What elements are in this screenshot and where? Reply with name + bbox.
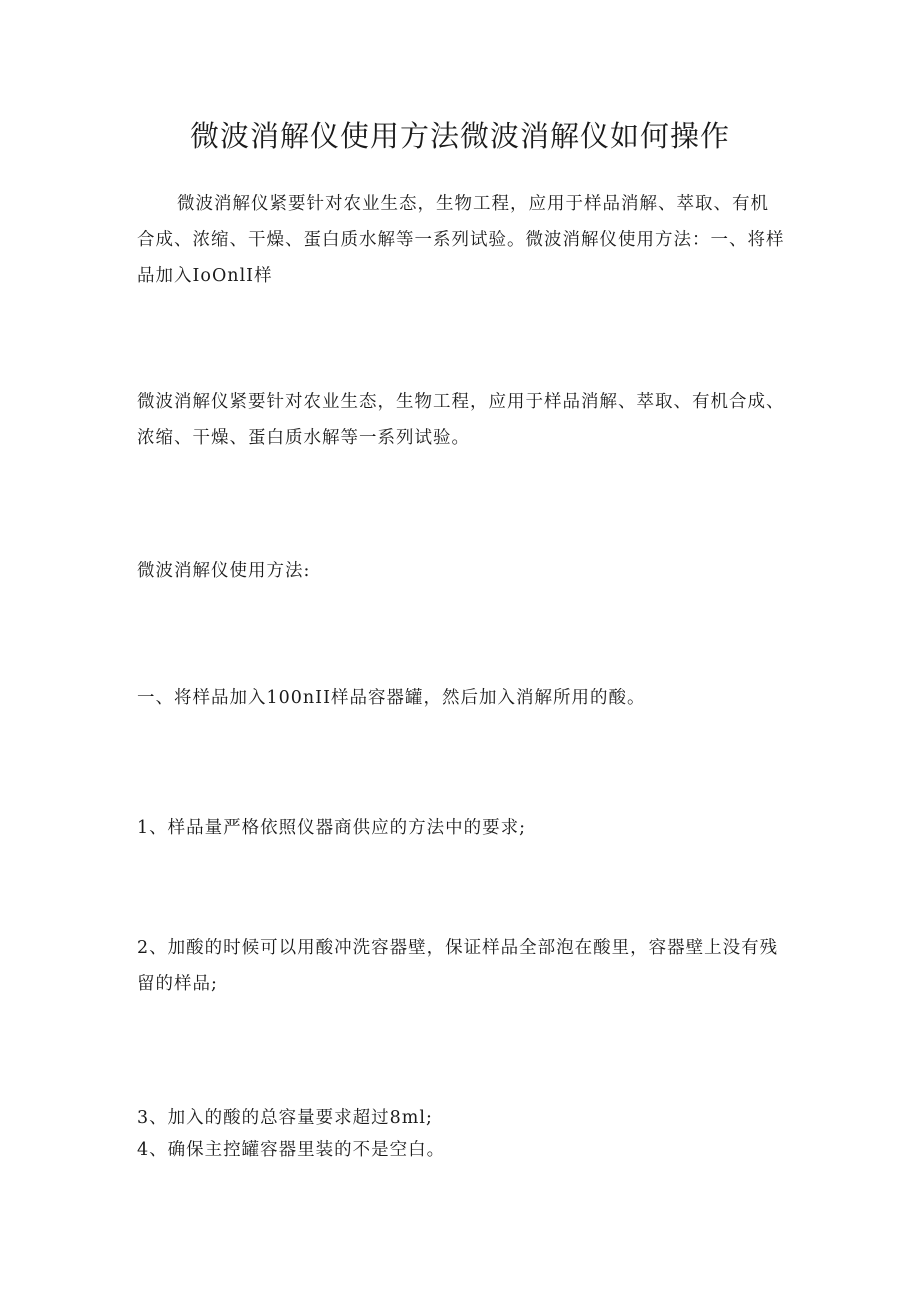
requirement-4: 4、确保主控罐容器里装的不是空白。 (137, 1140, 446, 1160)
document-title: 微波消解仪使用方法微波消解仪如何操作 (189, 119, 730, 153)
requirement-3: 3、加入的酸的总容量要求超过8ml; (137, 1108, 433, 1128)
description-paragraph: 微波消解仪紧要针对农业生态，生物工程，应用于样品消解、萃取、有机合成、浓缩、干燥、蛋白质水解等一系列试验。 (137, 392, 785, 448)
requirement-1: 1、样品量严格依照仪器商供应的方法中的要求; (137, 818, 527, 838)
step-one-paragraph: 一、将样品加入100nII样品容器罐，然后加入消解所用的酸。 (137, 688, 646, 708)
method-heading: 微波消解仪使用方法: (137, 561, 311, 581)
requirement-2: 2、加酸的时候可以用酸冲洗容器壁，保证样品全部泡在酸里，容器壁上没有残留的样品; (137, 938, 779, 994)
intro-paragraph: 微波消解仪紧要针对农业生态，生物工程，应用于样品消解、萃取、有机合成、浓缩、干燥、蛋白质水解等一系列试验。微波消解仪使用方法：一、将样品加入IoOnlI样 (137, 194, 785, 286)
